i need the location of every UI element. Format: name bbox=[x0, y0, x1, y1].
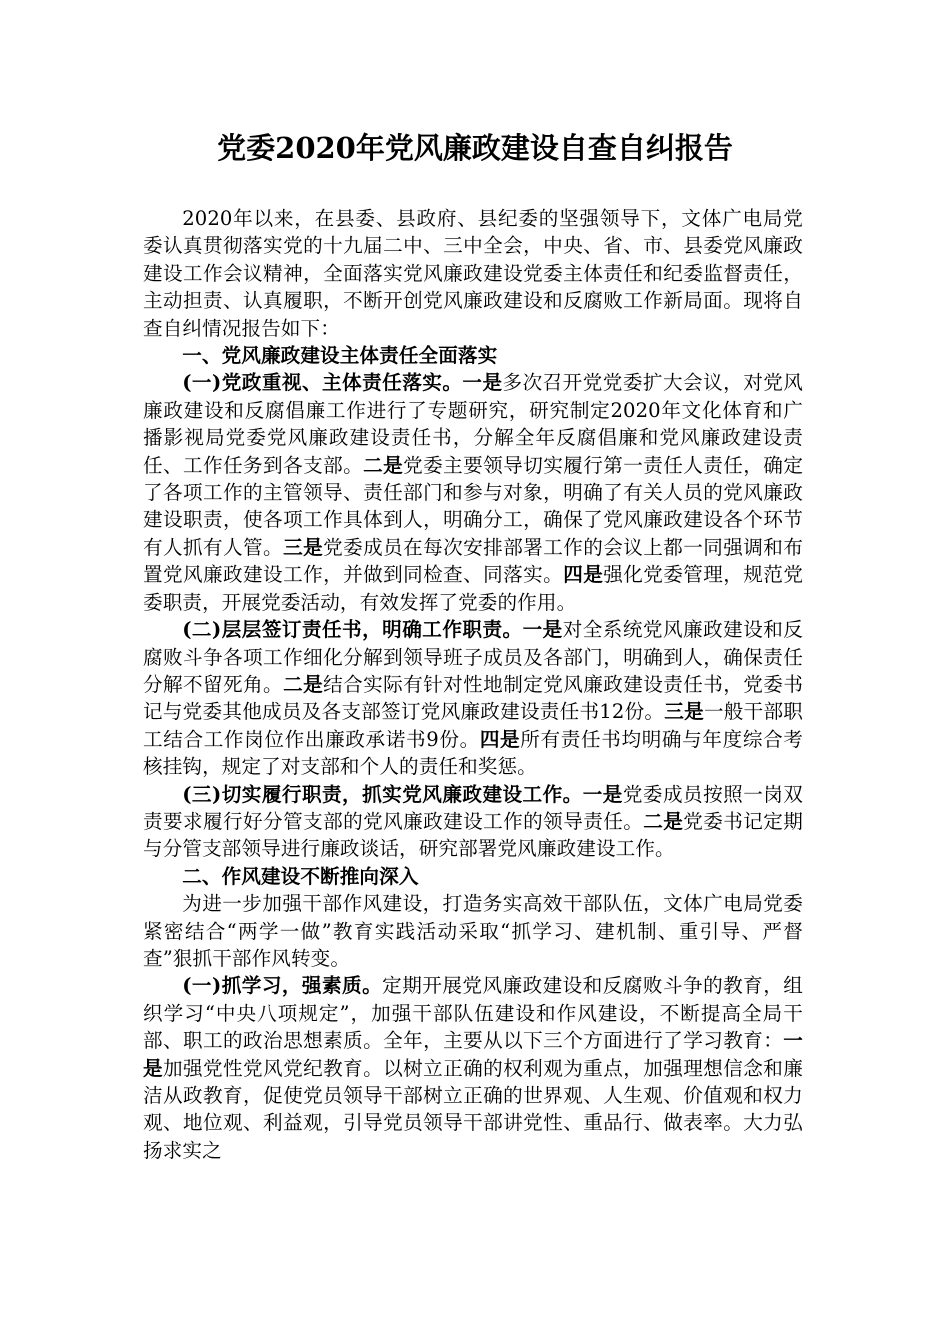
text: 党委主要领导切实履行第一责任人责任，确定了各项工作的主管领导、责任部门和参与对象，明确了有关人员的党风廉政建设职责，使各项工作具体到人，明确分工，确保了党风廉政建设各个环节有人抓有人管。 bbox=[143, 453, 804, 559]
keyword: 二是 bbox=[283, 672, 324, 696]
section-heading-1: 一、党风廉政建设主体责任全面落实 bbox=[182, 344, 498, 368]
intro-paragraph: 2020年以来，在县委、县政府、县纪委的坚强领导下，文体广电局党委认真贯彻落实党的十九届二中、三中全会，中央、省、市、县委党风廉政建设工作会议精神，全面落实党风廉政建设党委主体责任和纪委监督责任，主动担责、认真履职，不断开创党风廉政建设和反腐败工作新局面。现将自查自纠情况报告如下： bbox=[143, 207, 803, 340]
document-body bbox=[143, 205, 803, 1164]
text: 一般干部职工结合工作岗位作出廉政承诺书9份。 bbox=[143, 700, 804, 751]
keyword: 四是 bbox=[479, 727, 521, 751]
section-heading-2: 二、作风建设不断推向深入 bbox=[182, 864, 419, 888]
keyword: 一是 bbox=[143, 1029, 803, 1080]
text: 党委成员在每次安排部署工作的会议上都一同强调和布置党风廉政建设工作，并做到同检查、同落实。 bbox=[143, 535, 804, 587]
keyword: 四是 bbox=[563, 563, 604, 587]
text: 党委成员按照一岗双责要求履行好分管支部的党风廉政建设工作的领导责任。 bbox=[143, 782, 804, 833]
lead: (一)抓学习，强素质。 bbox=[182, 974, 383, 998]
paragraph-1-3 bbox=[143, 781, 803, 863]
keyword: 一是 bbox=[582, 782, 623, 806]
keyword: 二是 bbox=[363, 453, 404, 477]
text: 加强党性党风党纪教育。以树立正确的权利观为重点，加强理想信念和廉洁从政教育，促使党员领导干部树立正确的世界观、人生观、价值观和权力观、地位观、利益观，引导党员领导干部讲党性、重品行、做表率。大力弘扬求实之 bbox=[143, 1056, 803, 1162]
text: 所有责任书均明确与年度综合考核挂钩，规定了对支部和个人的责任和奖惩。 bbox=[143, 727, 804, 779]
lead: (一)党政重视、主体责任落实。 bbox=[182, 371, 463, 395]
lead: (二)层层签订责任书，明确工作职责。 bbox=[182, 618, 523, 642]
text: 定期开展党风廉政建设和反腐败斗争的教育，组织学习“中央八项规定”，加强干部队伍建设和作风建设，不断提高全局干部、职工的政治思想素质。全年，主要从以下三个方面进行了学习教育： bbox=[143, 974, 803, 1053]
keyword: 一是 bbox=[462, 371, 503, 395]
lead: (三)切实履行职责，抓实党风廉政建设工作。 bbox=[182, 782, 583, 806]
paragraph-1-2 bbox=[143, 616, 803, 780]
paragraph-2-intro: 为进一步加强干部作风建设，打造务实高效干部队伍，文体广电局党委紧密结合“两学一做”教育实践活动采取“抓学习、建机制、重引导、严督查”狠抓干部作风转变。 bbox=[143, 892, 803, 970]
paragraph-2-1 bbox=[143, 972, 803, 1164]
text: 结合实际有针对性地制定党风廉政建设责任书，党委书记与党委其他成员及各支部签订党风廉政建设责任书12份。 bbox=[143, 672, 804, 724]
keyword: 三是 bbox=[283, 535, 324, 559]
text: 党委书记定期与分管支部领导进行廉政谈话，研究部署党风廉政建设工作。 bbox=[143, 809, 804, 861]
paragraph-1-1 bbox=[143, 369, 803, 616]
text: 对全系统党风廉政建设和反腐败斗争各项工作细化分解到领导班子成员及各部门，明确到人，确保责任分解不留死角。 bbox=[143, 618, 804, 696]
text: 多次召开党党委扩大会议，对党风廉政建设和反腐倡廉工作进行了专题研究，研究制定2020年文化体育和广播影视局党委党风廉政建设责任书，分解全年反腐倡廉和党风廉政建设责任、工作任务到各支部。 bbox=[143, 371, 804, 477]
document-title: 党委2020年党风廉政建设自查自纠报告 bbox=[217, 131, 733, 165]
keyword: 二是 bbox=[643, 809, 684, 833]
text: 强化党委管理，规范党委职责，开展党委活动，有效发挥了党委的作用。 bbox=[143, 563, 804, 614]
keyword: 三是 bbox=[664, 700, 704, 724]
keyword: 一是 bbox=[522, 618, 563, 642]
